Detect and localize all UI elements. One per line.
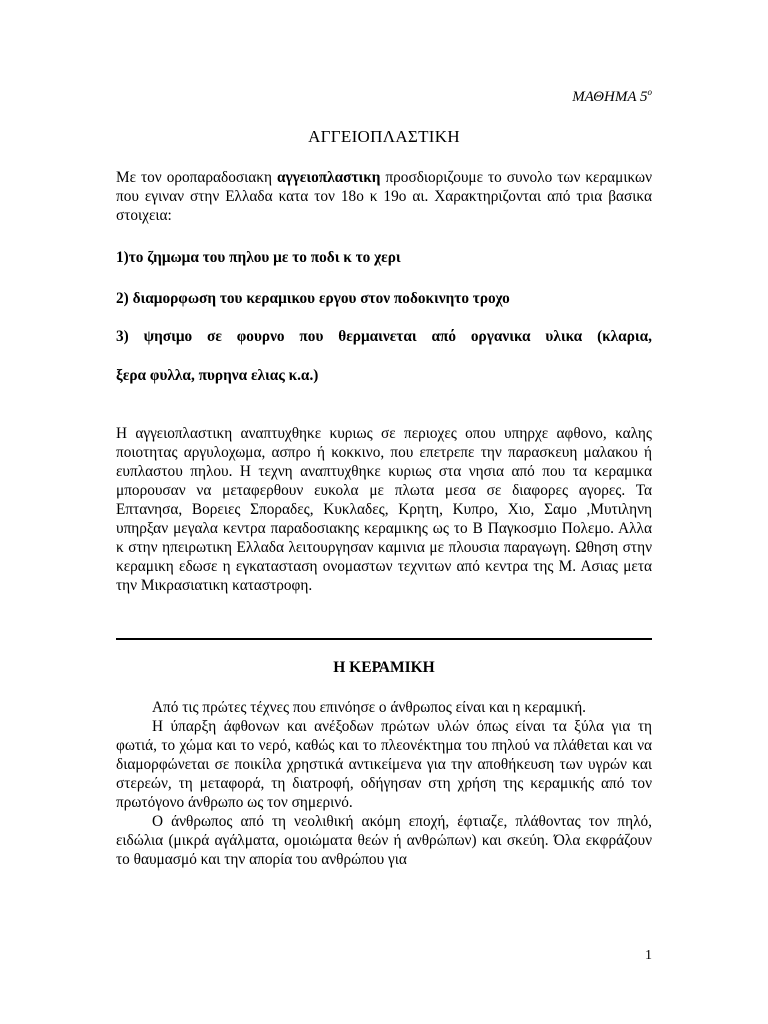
list-item-2: 2) διαμορφωση του κεραμικου εργου στον ποδοκινητο τροχο [116, 290, 510, 307]
page-number: 1 [645, 948, 652, 963]
lesson-header [572, 89, 652, 106]
list-item-3-line-1: 3) ψησιμο σε φουρνο που θερμαινεται από οργανικα υλικα (κλαρια, [116, 328, 652, 345]
section-title: Η ΚΕΡΑΜΙΚΗ [333, 659, 435, 676]
intro-text-after: προσδιοριζουμε το συνολο των κεραμικων που εγιναν στην Ελλαδα κατα τον 18ο κ 19ο αι. Χαρακτηριζονται από τρια βασικα στοιχεια: [116, 169, 652, 224]
intro-paragraph [116, 168, 652, 225]
intro-text-before: Με τον οροπαραδοσιακη [116, 169, 277, 186]
page-title: ΑΓΓΕΙΟΠΛΑΣΤΙΚΗ [308, 127, 460, 146]
list-item-3-line-2: ξερα φυλλα, πυρηνα ελιας κ.α.) [116, 367, 319, 384]
lesson-label: ΜΑΘΗΜΑ 5 [572, 89, 648, 105]
section-paragraph-2: Η ύπαρξη άφθονων και ανέξοδων πρώτων υλών όπως είναι τα ξύλα για τη φωτιά, το χώμα και το νερό, καθώς και το πλεονέκτημα του πηλού να πλάθεται και να διαμορφώνεται σε ποικίλα χρηστικά αντικείμενα για την αποθήκευση των υγρών και στερεών, τη μεταφορά, τη διατροφή, οδήγησαν στη χρήση της κεραμικής από τον πρωτόγονο άνθρωπο ως τον σημερινό. [116, 718, 652, 811]
body-paragraph-1: Η αγγειοπλαστικη αναπτυχθηκε κυριως σε περιοχες οπου υπηρχε αφθονο, καλης ποιοτητας αργυλοχωμα, ασπρο ή κοκκινο, που επετρεπε την παρασκευη μαλακου ή ευπλαστου πηλου. Η τεχνη αναπτυχθηκε κυριως στα νησια από που τα κεραμικα μπορουσαν να μεταφερθουν ευκολα με πλωτα μεσα σε διαφορες αγορες. Τα Επτανησα, Βορειες Σποραδες, Κυκλαδες, Κρητη, Κυπρο, Χιο, Σαμο ,Μυτιληνη υπηρξαν μεγαλα κεντρα παραδοσιακης κεραμικης ως το Β Παγκοσμιο Πολεμο. Αλλα κ στην ηπειρωτικη Ελλαδα λειτουργησαν καμινια με πλουσια παραγωγη. Ωθηση στην κεραμικη εδωσε η εγκατασταση ονομαστων τεχνιτων από κεντρα της Μ. Ασιας μετα την Μικρασιατικη καταστροφη. [116, 425, 652, 594]
intro-bold-term: αγγειοπλαστικη [276, 169, 381, 186]
lesson-superscript: ο [647, 87, 652, 97]
horizontal-divider [116, 638, 652, 640]
section-paragraph-3: Ο άνθρωπος από τη νεολιθική ακόμη εποχή, έφτιαζε, πλάθοντας τον πηλό, ειδώλια (μικρά αγάλματα, ομοιώματα θεών ή ανθρώπων) και σκεύη. Όλα εκφράζουν το θαυμασμό και την απορία του ανθρώπου για [116, 813, 652, 868]
section-body [116, 698, 652, 869]
list-item-1: 1)το ζημωμα του πηλου με το ποδι κ το χερι [116, 249, 401, 266]
section-paragraph-1: Από τις πρώτες τέχνες που επινόησε ο άνθρωπος είναι και η κεραμική. [152, 699, 587, 716]
